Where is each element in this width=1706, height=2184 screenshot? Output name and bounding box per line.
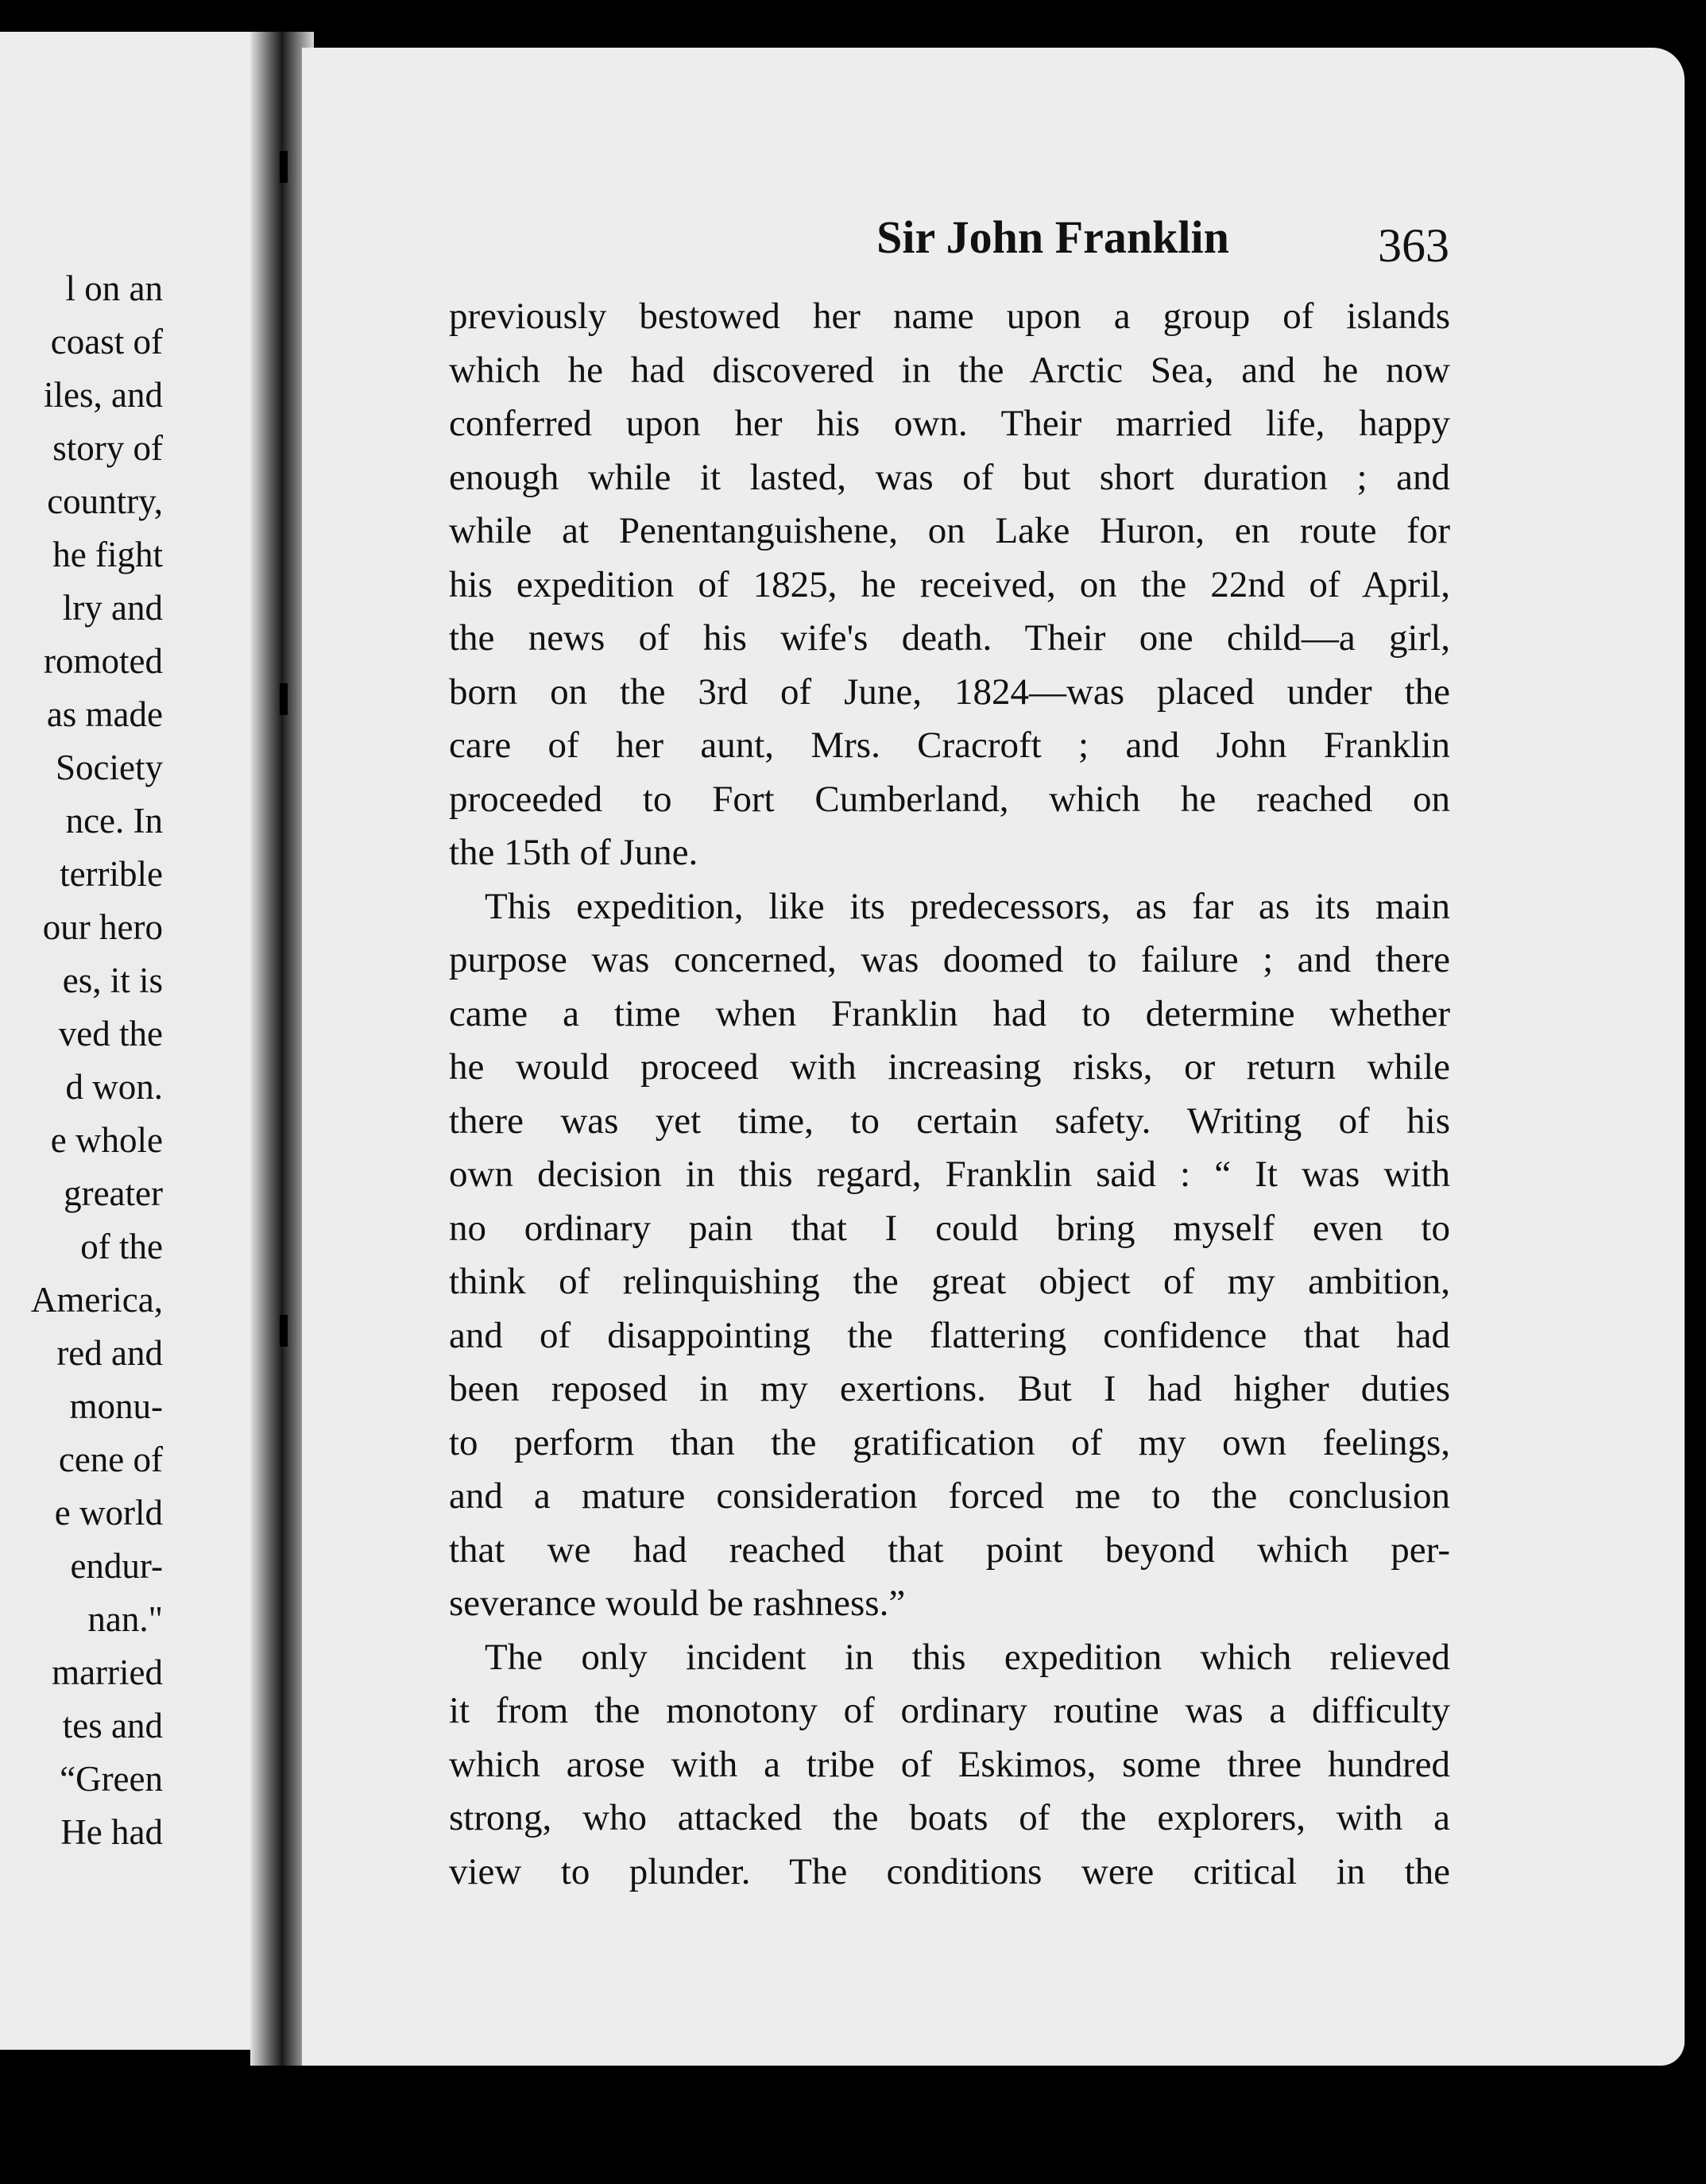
text-line: strong, who attacked the boats of the explorers, with a: [449, 1797, 1450, 1838]
text-line: This expedition, like its predecessors, as far as its main: [485, 885, 1450, 927]
page-number: 363: [1378, 219, 1449, 272]
text-line: enough while it lasted, was of but short duration ; and: [449, 456, 1450, 498]
paragraph: [449, 290, 1450, 880]
text-line: to perform than the gratification of my own feelings,: [449, 1421, 1450, 1463]
left-line: monu-: [69, 1386, 163, 1426]
paragraph: [449, 1631, 1450, 1900]
text-line: no ordinary pain that I could bring myself even to: [449, 1207, 1450, 1249]
paragraph: [449, 880, 1450, 1631]
text-line: that we had reached that point beyond which per-: [449, 1529, 1450, 1571]
binding-stitch: [280, 151, 288, 183]
text-line: think of relinquishing the great object of my ambition,: [449, 1261, 1450, 1302]
left-line: lry and: [62, 588, 163, 628]
text-line: been reposed in my exertions. But I had higher duties: [449, 1368, 1450, 1409]
left-line: romoted: [44, 641, 163, 681]
text-line: his expedition of 1825, he received, on the 22nd of April,: [449, 563, 1450, 605]
left-line: He had: [60, 1812, 163, 1852]
text-line: and a mature consideration forced me to the conclusion: [449, 1475, 1450, 1517]
text-line: while at Penentanguishene, on Lake Huron, en route for: [449, 510, 1450, 551]
text-line: the 15th of June.: [449, 832, 698, 873]
left-line: endur-: [70, 1546, 163, 1586]
text-line: he would proceed with increasing risks, or return while: [449, 1046, 1450, 1088]
left-line: Society: [56, 748, 163, 787]
text-line: own decision in this regard, Franklin said : “ It was with: [449, 1154, 1450, 1195]
left-line: of the: [80, 1227, 163, 1266]
left-line: l on an: [65, 269, 163, 308]
text-line: The only incident in this expedition which relieved: [485, 1636, 1450, 1678]
text-line: view to plunder. The conditions were critical in the: [449, 1850, 1450, 1892]
left-line: as made: [46, 694, 163, 734]
left-line: greater: [64, 1173, 163, 1213]
left-line: story of: [52, 428, 163, 468]
left-line: d won.: [65, 1067, 163, 1107]
left-line: e whole: [50, 1120, 163, 1160]
left-line: ved the: [58, 1014, 163, 1053]
left-line: tes and: [62, 1706, 163, 1745]
text-line: the news of his wife's death. Their one child—a girl,: [449, 617, 1450, 659]
text-line: there was yet time, to certain safety. Writing of his: [449, 1100, 1450, 1142]
text-line: previously bestowed her name upon a group of islands: [449, 296, 1450, 337]
text-line: purpose was concerned, was doomed to failure ; and there: [449, 939, 1450, 980]
text-line: which arose with a tribe of Eskimos, some three hundred: [449, 1743, 1450, 1785]
left-line: e world: [54, 1493, 163, 1533]
text-line: and of disappointing the flattering confidence that had: [449, 1314, 1450, 1356]
binding-stitch: [280, 1315, 288, 1347]
left-line: terrible: [60, 854, 163, 894]
binding-stitch: [280, 683, 288, 715]
text-line: it from the monotony of ordinary routine was a difficulty: [449, 1690, 1450, 1731]
running-head: Sir John Franklin: [876, 211, 1229, 263]
text-line: which he had discovered in the Arctic Sea, and he now: [449, 349, 1450, 391]
text-line: severance would be rashness.”: [449, 1583, 906, 1624]
right-page: [302, 48, 1685, 2066]
left-line: he fight: [52, 535, 163, 574]
left-line: nce. In: [65, 801, 163, 841]
left-line: “Green: [60, 1759, 163, 1799]
left-line: iles, and: [44, 375, 163, 415]
left-line: America,: [30, 1280, 163, 1320]
left-line: country,: [47, 481, 163, 521]
left-line: es, it is: [62, 961, 163, 1000]
text-line: came a time when Franklin had to determine whether: [449, 992, 1450, 1034]
left-line: nan.": [87, 1599, 163, 1639]
text-line: conferred upon her his own. Their married life, happy: [449, 403, 1450, 444]
text-line: proceeded to Fort Cumberland, which he reached on: [449, 778, 1450, 820]
text-line: care of her aunt, Mrs. Cracroft ; and John Franklin: [449, 725, 1450, 766]
left-line: married: [52, 1652, 163, 1692]
left-line: coast of: [50, 322, 163, 361]
text-line: born on the 3rd of June, 1824—was placed under the: [449, 671, 1450, 713]
left-line: red and: [56, 1333, 163, 1373]
body-text: [449, 290, 1450, 1899]
left-line: cene of: [58, 1440, 163, 1479]
left-line: our hero: [42, 907, 163, 947]
left-page-text: [0, 262, 163, 1859]
